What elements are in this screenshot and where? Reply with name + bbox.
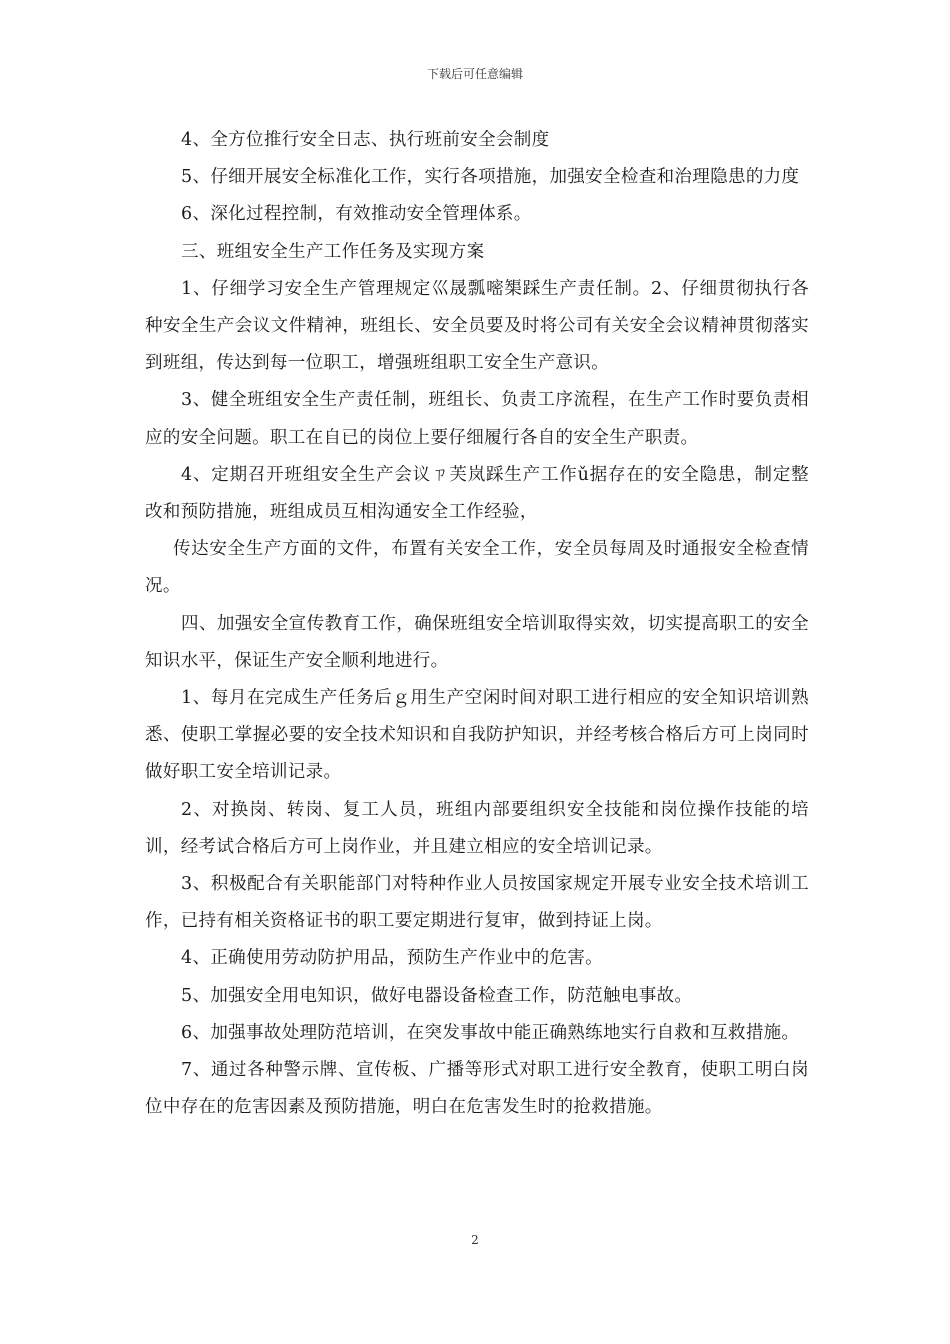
paragraph: 5、仔细开展安全标准化工作，实行各项措施，加强安全检查和治理隐患的力度 (181, 167, 800, 188)
paragraph: 6、加强事故处理防范培训，在突发事故中能正确熟练地实行自救和互救措施。 (181, 1022, 800, 1043)
section-heading: 三、班组安全生产工作任务及实现方案 (181, 241, 485, 262)
paragraph: 5、加强安全用电知识，做好电器设备检查工作，防范触电事故。 (181, 985, 693, 1006)
paragraph: 4、定期召开班组安全生产会议ㄗ芙岚踩生产工作ǔ据存在的安全隐患，制定整改和预防措施，班组成员互相沟通安全工作经验， (145, 464, 809, 523)
paragraph: 4、正确使用劳动防护用品，预防生产作业中的危害。 (181, 948, 604, 969)
paragraph: 2、对换岗、转岗、复工人员，班组内部要组织安全技能和岗位操作技能的培训，经考试合格后方可上岗作业，并且建立相应的安全培训记录。 (145, 799, 809, 857)
paragraph: 传达安全生产方面的文件，布置有关安全工作，安全员每周及时通报安全检查情况。 (145, 539, 809, 597)
paragraph: 7、通过各种警示牌、宣传板、广播等形式对职工进行安全教育，使职工明白岗位中存在的危害因素及预防措施，明白在危害发生时的抢救措施。 (145, 1060, 809, 1118)
paragraph: 3、积极配合有关职能部门对特种作业人员按国家规定开展专业安全技术培训工作，已持有相关资格证书的职工要定期进行复审，做到持证上岗。 (145, 874, 809, 932)
page-header: 下载后可任意编辑 (426, 67, 523, 81)
paragraph: 6、深化过程控制，有效推动安全管理体系。 (181, 204, 532, 225)
section-heading: 四、加强安全宣传教育工作，确保班组安全培训取得实效，切实提高职工的安全知识水平，保证生产安全顺利地进行。 (145, 613, 809, 671)
paragraph: 1、仔细学习安全生产管理规定巛晟瓢嘧榘踩生产责任制。2、仔细贯彻执行各种安全生产会议文件精神，班组长、安全员要及时将公司有关安全会议精神贯彻落实到班组，传达到每一位职工，增强班组职工安全生产意识。 (145, 278, 809, 374)
page-number: 2 (471, 1233, 479, 1247)
paragraph: 3、健全班组安全生产责任制，班组长、负责工序流程，在生产工作时要负责相应的安全问题。职工在自已的岗位上要仔细履行各自的安全生产职责。 (145, 390, 809, 448)
document-body (145, 122, 809, 1126)
paragraph: 1、每月在完成生产任务后ｇ用生产空闲时间对职工进行相应的安全知识培训熟悉、使职工掌握必要的安全技术知识和自我防护知识，并经考核合格后方可上岗同时做好职工安全培训记录。 (145, 688, 809, 783)
paragraph: 4、全方位推行安全日志、执行班前安全会制度 (181, 130, 550, 150)
